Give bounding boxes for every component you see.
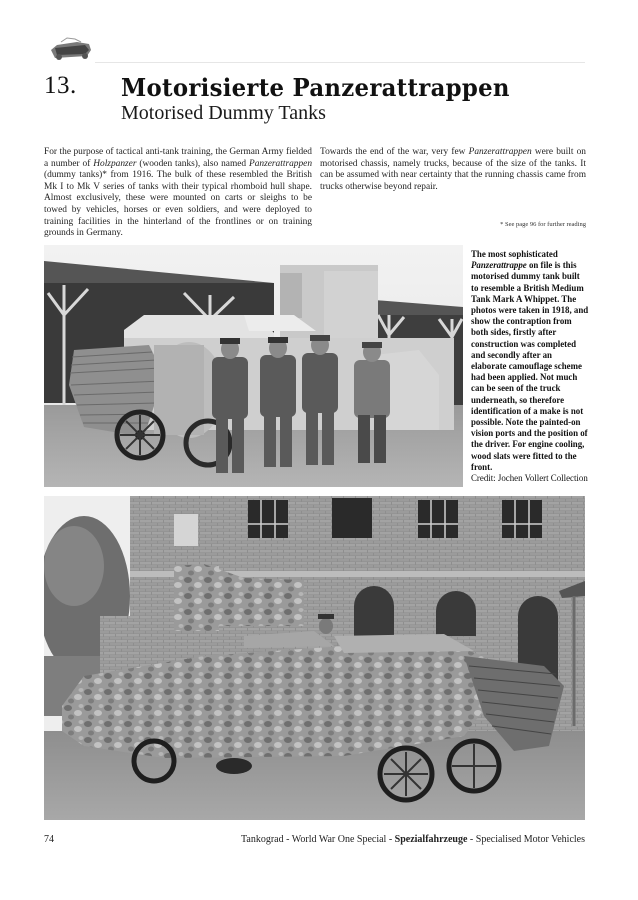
body-right-column (320, 147, 586, 193)
photo-camouflaged-dummy-tank (44, 496, 585, 820)
body-text: For the purpose of tactical anti-tank training, the German Army fielded a number of (44, 147, 312, 169)
caption-text: The most sophisticated (471, 249, 558, 259)
footnote: * See page 96 for further reading (500, 221, 586, 228)
title-english: Motorised Dummy Tanks (121, 102, 326, 124)
title-german: Motorisierte Panzerattrappen (121, 73, 510, 102)
body-text: (wooden tanks), also named (136, 158, 249, 169)
caption-text: on file is this motorised dummy tank built to resemble a British Medium Tank Mark A Whippet. The photos were taken in 1918, and show the contraption from both sides, firstly after construction was completed and secondly after an elaborate camouflage scheme had been applied. Not much can be seen of the truck underneath, so therefore identification of a make is not possible. Note the painted-on vision ports and the position of the driver. For engine cooling, wood slats were fitted to the front. (471, 260, 589, 472)
photo-credit: Credit: Jochen Vollert Collection (471, 473, 588, 484)
footer-series-bold: Spezialfahrzeuge (394, 834, 468, 845)
footer-series-text: - Specialised Motor Vehicles (467, 834, 585, 845)
body-text: Towards the end of the war, very few (320, 147, 469, 157)
footer-series-text: Tankograd - World War One Special - (240, 834, 395, 845)
chapter-number: 13. (44, 72, 77, 99)
running-footer (241, 834, 585, 845)
page-number: 74 (44, 834, 54, 845)
photo-unpainted-dummy-tank (44, 245, 463, 487)
term-panzerattrappe: Panzerattrappe (471, 260, 527, 271)
vintage-vehicle-logo-icon (47, 36, 95, 62)
term-panzerattrappen: Panzerattrappen (248, 158, 313, 169)
header-rule (95, 62, 585, 63)
photo-caption (471, 249, 589, 484)
body-text: (dummy tanks)* from 1916. The bulk of these resembled the British Mk I to Mk V series of tanks with their typical rhomboid hull shape. Almost exclusively, these were mounted on carts or sleighs to be towed by vehicles, horses or even soldiers, and were deployed to training facilities in the hinterland of the frontlines or on training grounds in Germany. (44, 170, 312, 239)
term-panzerattrappen: Panzerattrappen (468, 147, 532, 157)
body-text: were built on motorised chassis, namely trucks, because of the size of the tanks. It can be assumed with near certainty that the running chassis came from trucks otherwise beyond repair. (320, 147, 586, 192)
body-left-column (44, 147, 312, 240)
term-holzpanzer: Holzpanzer (93, 158, 137, 169)
